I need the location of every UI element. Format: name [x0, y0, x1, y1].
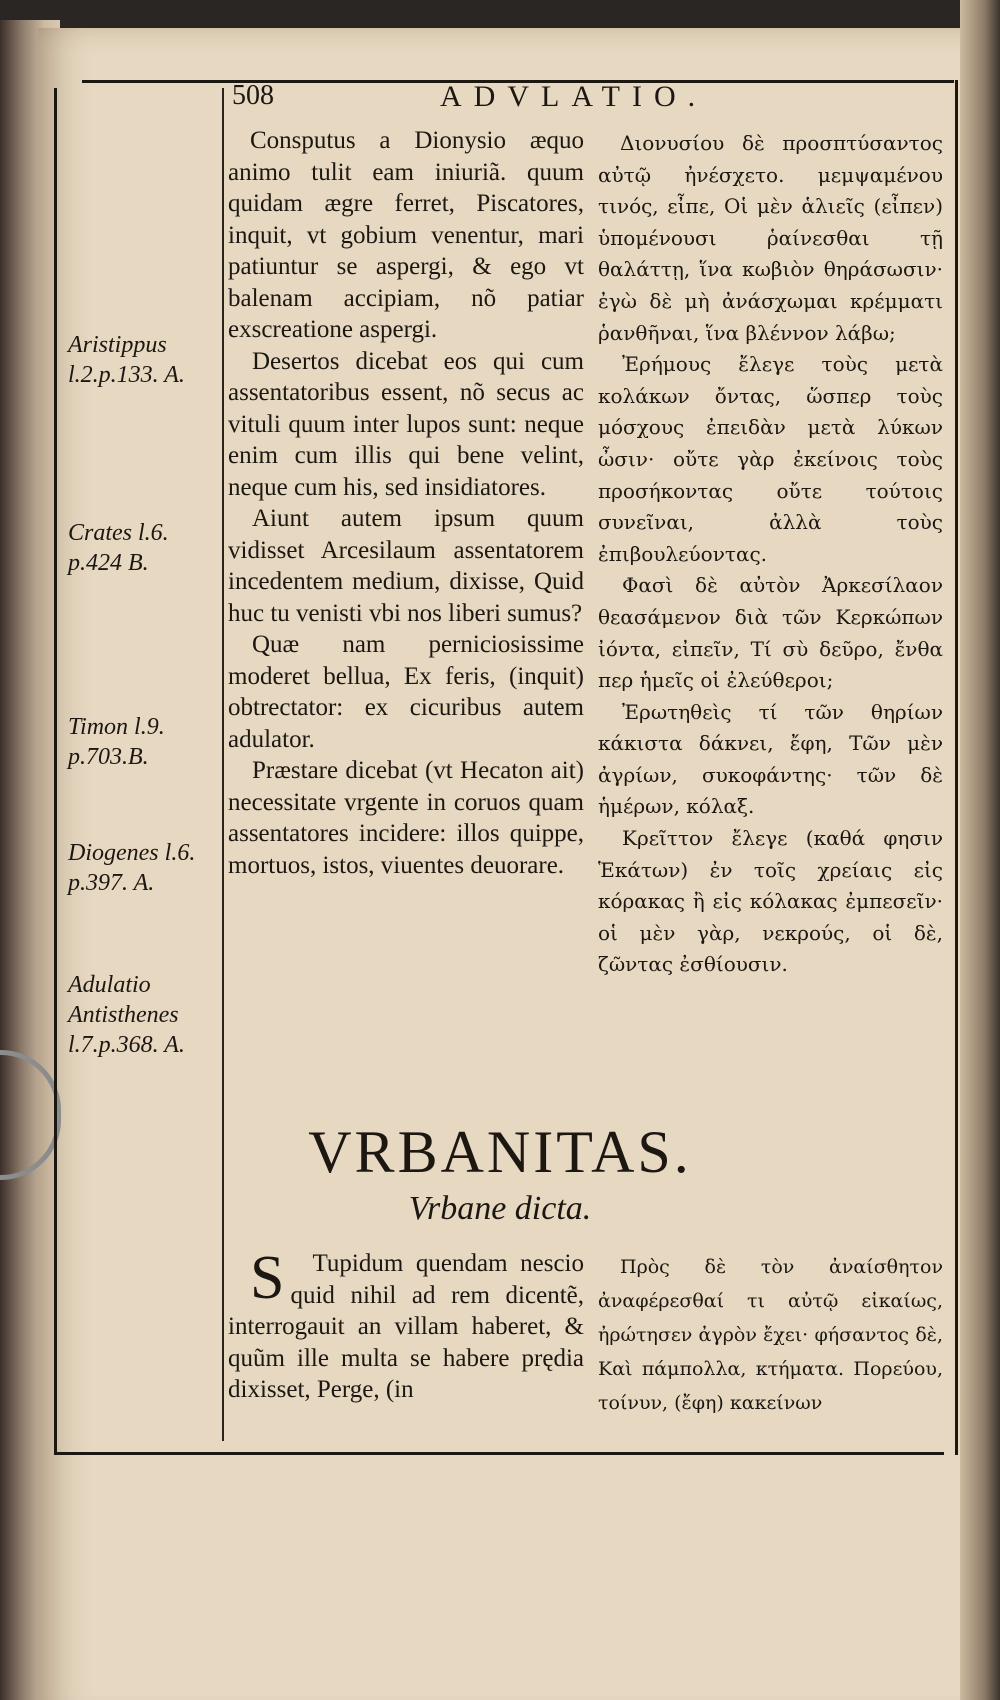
running-head: ADVLATIO.	[440, 80, 708, 113]
latin-paragraph: Aiunt autem ipsum quum vidisset Arcesilaum assentatorem incedentem medium, dixisse, Quid huc tu venisti vbi nos liberi sumus?	[228, 505, 584, 627]
bottom-rule	[54, 1452, 944, 1455]
marginal-note-crates: Crates l.6. p.424 B.	[68, 520, 169, 576]
section-subtitle: Vrbane dicta.	[408, 1190, 592, 1227]
greek-paragraph: Φασὶ δὲ αὐτὸν Ἀρκεσίλαον θεασάμενον διὰ τῶν Κερκώπων ἰόντα, εἰπεῖν, Τί σὺ δεῦρο, ἔνθα περ ἡμεῖς οἱ ἐλεύθεροι;	[598, 573, 943, 693]
section-title: VRBANITAS.	[308, 1119, 692, 1185]
marginal-note-antisthenes: Adulatio Antisthenes l.7.p.368. A.	[68, 972, 185, 1058]
margin-rule	[222, 88, 224, 1441]
latin-section2-text: Tupidum quendam nescio quid nihil ad rem dicentẽ, interrogauit an villam haberet, & quũm ille multa se habere prędia dixisset, Perge, (in	[228, 1250, 584, 1403]
latin-paragraph: Quæ nam perniciosissime moderet bellua, Ex feris, (inquit) obtrectator: ex cicuribus autem adulator.	[228, 631, 584, 753]
greek-paragraph: Ἐρωτηθεὶς τί τῶν θηρίων κάκιστα δάκνει, ἔφη, Τῶν μὲν ἀγρίων, συκοφάντης· τῶν δὲ ἡμέρων, κόλαξ.	[598, 699, 943, 819]
greek-column	[598, 128, 943, 981]
marginal-note-aristippus: Aristippus l.2.p.133. A.	[68, 332, 185, 388]
latin-paragraph: Desertos dicebat eos qui cum assentatoribus essent, nõ secus ac vituli quum inter lupos sunt: neque enim cum illis qui bene velint, neque cum his, sed insidiatores.	[228, 347, 584, 501]
latin-column	[228, 125, 584, 881]
latin-paragraph: Præstare dicebat (vt Hecaton ait) necessitate vrgente in coruos quam assentatores incidere: illos quippe, mortuos, istos, viuentes deuorare.	[228, 757, 584, 879]
greek-paragraph: Ἐρήμους ἔλεγε τοὺς μετὰ κολάκων ὄντας, ὥσπερ τοὺς μόσχους ἐπειδὰν μετὰ λύκων ὦσιν· οὔτε γὰρ ἐκείνοις τοὺς προσήκοντας οὔτε τούτοις συνεῖναι, ἀλλὰ τοὺς ἐπιβουλεύοντας.	[598, 352, 943, 566]
book-binding-edge	[960, 0, 1000, 1700]
latin-paragraph: Consputus a Dionysio æquo animo tulit eam iniuriã. quum quidam ægre ferret, Piscatores, inquit, vt gobium venentur, mari patiuntur se aspergi, & ego vt balenam accipiam, nõ patiar exscreatione aspergi.	[228, 127, 584, 343]
marginal-note-diogenes: Diogenes l.6. p.397. A.	[68, 840, 196, 896]
marginal-note-timon: Timon l.9. p.703.B.	[68, 714, 165, 770]
greek-paragraph: Κρεῖττον ἔλεγε (καθά φησιν Ἑκάτων) ἐν τοῖς χρείαις εἰς κόρακας ἢ εἰς κόλακας ἐμπεσεῖν· οἱ μὲν γὰρ, νεκρούς, οἱ δὲ, ζῶντας ἐσθίουσιν.	[598, 826, 943, 977]
drop-cap: S	[250, 1244, 285, 1312]
greek-column-section2	[598, 1250, 943, 1420]
latin-column-section2	[228, 1244, 584, 1406]
greek-paragraph: Διονυσίου δὲ προσπτύσαντος αὐτῷ ἠνέσχετο. μεμψαμένου τινός, εἶπε, Οἱ μὲν ἁλιεῖς (εἶπεν) ὑπομένουσι ῥαίνεσθαι τῇ θαλάττῃ, ἵνα κωβιὸν θηράσωσιν· ἐγὼ δὲ μὴ ἀνάσχωμαι κρέμματι ῥανθῆναι, ἵνα βλέννον λάβω;	[598, 131, 943, 345]
right-rule	[955, 80, 958, 1455]
left-rule	[54, 88, 57, 1453]
latin-paragraph-section2	[228, 1244, 584, 1406]
page-number: 508	[232, 80, 274, 111]
greek-paragraph-section2: Πρὸς δὲ τὸν ἀναίσθητον ἀναφέρεσθαί τι αὐτῷ εἰκαίως, ἠρώτησεν ἀγρὸν ἔχει· φήσαντος δὲ, Καὶ πάμπολλα, κτήματα. Πορεύου, τοίνυν, (ἔφη) κακείνων	[598, 1256, 943, 1414]
